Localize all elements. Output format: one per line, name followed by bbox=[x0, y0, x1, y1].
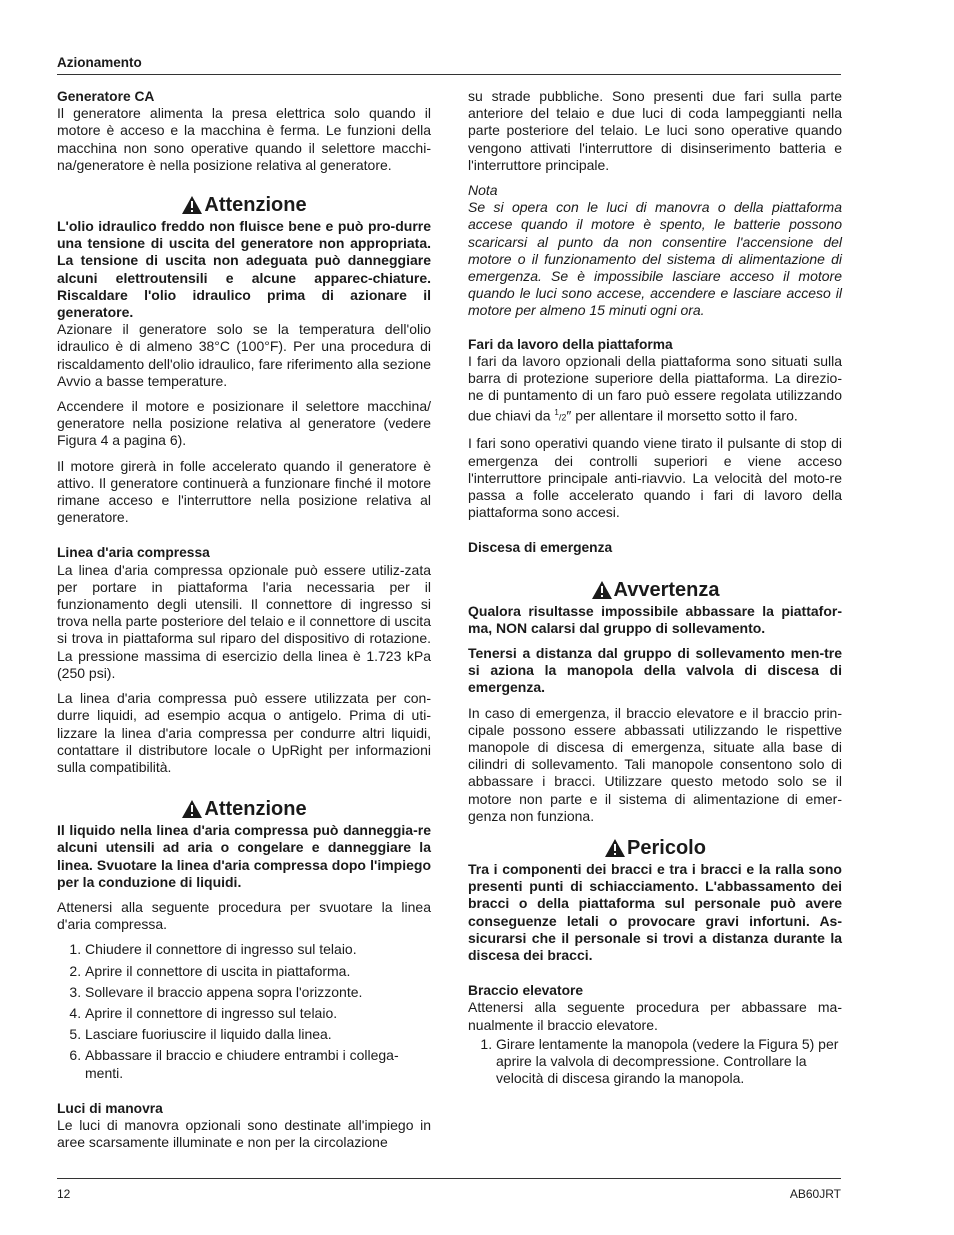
air-line-text-1: La linea d'aria compressa opzionale può essere utiliz-zata per portare in piattaforma l'aria necessaria per il funzionamento degli utensili. Il connettore di ingresso si trova nella parte posteriore del telaio e il connettore di uscita si trova in piattaforma sul riparo del dispositivo di rotazione. La pressione massima di esercizio della linea è 1.723 kPa (250 psi). bbox=[57, 561, 431, 681]
danger-text: Tra i componenti dei bracci e tra i bracci e la ralla sono presenti punti di schiacciamento. L'abbassamento dei bracci o della piattaforma sul personale può avere conseguenze letali o provocare gravi infortuni. As-sicurarsi che il personale si trovi a distanza durante la discesa dei bracci. bbox=[468, 860, 842, 963]
generator-idle-text: Il motore girerà in folle accelerato quando il generatore è attivo. Il generatore continuerà a funzionare finché il motore rimane acceso e l'interruttore nella posizione relativa al generatore. bbox=[57, 457, 431, 526]
emergency-text: In caso di emergenza, il braccio elevatore e il braccio prin-cipale possono essere abbassati utilizzando le rispettive manopole di discesa di emergenza, situate alla base di cilindri di sollevamento. Tali manopole consentono solo di abbassare i bracci. Utilizzare questo metodo solo se il motore non parte e il sistema di alimentazione di emer-genza non funziona. bbox=[468, 704, 842, 824]
section-header: Azionamento bbox=[57, 55, 142, 70]
warning-title-1: Attenzione bbox=[57, 194, 431, 216]
model-code: AB60JRT bbox=[789, 1187, 841, 1201]
warning-2-text: Il liquido nella linea d'aria compressa può danneggia-re alcuni utensili ad aria o congelare e danneggiare la linea. Svuotare la linea d'aria compressa dopo l'impiego per la conduzione di liquidi. bbox=[57, 822, 431, 890]
generator-temp-text: Azionare il generatore solo se la temperatura dell'olio idraulico è di almeno 38°C (100°F). Per una procedura di riscaldamento dell'olio idraulico, fare riferimento alla sezione Avvio a basse temperature. bbox=[57, 321, 431, 389]
warning-title-3: Avvertenza bbox=[468, 579, 842, 601]
air-line-heading: Linea d'aria compressa bbox=[57, 545, 210, 561]
generator-start-text: Accendere il motore e posizionare il selettore macchina/ generatore nella posizione relativa al generatore (vedere Figura 4 a pagina 6). bbox=[57, 398, 431, 449]
note-label: Nota bbox=[468, 182, 498, 199]
warning-3-text-1: Qualora risultasse impossibile abbassare la piattafor-ma, NON calarsi dal gruppo di sollevamento. bbox=[468, 602, 842, 636]
boom-heading: Braccio elevatore bbox=[468, 983, 584, 999]
list-item: 5. Lasciare fuoriuscire il liquido dalla linea. bbox=[85, 1026, 431, 1043]
lights-heading: Luci di manovra bbox=[57, 1100, 163, 1116]
list-item: 4. Aprire il connettore di ingresso sul telaio. bbox=[85, 1005, 431, 1022]
warning-3-text-2: Tenersi a distanza dal gruppo di sollevamento men-tre si aziona la manopola della valvola di discesa di emergenza. bbox=[468, 644, 842, 696]
page-number: 12 bbox=[57, 1187, 71, 1201]
footer-rule bbox=[57, 1178, 841, 1179]
work-lights-text-1: I fari da lavoro opzionali della piattaforma sono situati sulla barra di protezione superiore della piattaforma. La direzio-ne di puntamento di un faro può essere regolata utilizzando due chiavi da $^1$/2″ per allentare il morsetto sotto il faro. bbox=[468, 352, 842, 425]
warning-triangle-icon bbox=[604, 838, 626, 858]
warning-title-4: Pericolo bbox=[468, 837, 842, 859]
lights-text-continued: su strade pubbliche. Sono presenti due fari sulla parte anteriore del telaio e due luci di coda lampeggianti nella parte posteriore del telaio. Le luci sono operative quando vengono attivati l'interruttore di disinserimento batteria e l'interruttore principale. bbox=[468, 88, 842, 173]
emergency-heading: Discesa di emergenza bbox=[468, 540, 613, 556]
generator-heading: Generatore CA bbox=[57, 89, 155, 104]
air-drain-intro: Attenersi alla seguente procedura per svuotare la linea d'aria compressa. bbox=[57, 898, 431, 933]
right-column bbox=[468, 88, 842, 1101]
warning-triangle-icon bbox=[591, 580, 613, 600]
boom-intro: Attenersi alla seguente procedura per abbassare ma-nualmente il braccio elevatore. bbox=[468, 999, 842, 1033]
warning-1-text: L'olio idraulico freddo non fluisce bene e può pro-durre una tensione di uscita del generatore non appropriata. La tensione di uscita non adeguata può danneggiare alcuni elettroutensili e alcune apparec-chiature. Riscaldare l'olio idraulico prima di azionare il generatore. bbox=[57, 218, 431, 321]
note-text: Se si opera con le luci di manovra o della piattaforma accese quando il motore è spento, le batterie possono scaricarsi al punto da non consentire l'accensione del motore o il funzionamento del sistema di alimentazione di emergenza. Se è impossibile lasciare acceso il motore quando le luci sono accese, accendere e lasciare acceso il motore per almeno 15 minuti ogni ora. bbox=[468, 199, 842, 319]
generator-intro: Il generatore alimenta la presa elettrica solo quando il motore è acceso e la macchina è ferma. Le funzioni della macchina non sono operative quando il selettore macchi-na/generatore è nella posizione relativa al generatore. bbox=[57, 105, 431, 173]
list-item: 3. Sollevare il braccio appena sopra l'orizzonte. bbox=[85, 984, 431, 1001]
list-item: 1. Girare lentamente la manopola (vedere la Figura 5) per aprire la valvola di decompressione. Controllare la velocità di discesa girando la manopola. bbox=[496, 1036, 842, 1088]
air-line-text-2: La linea d'aria compressa può essere utilizzata per con-durre liquidi, ad esempio acqua o antigelo. Prima di uti-lizzare la linea d'aria compressa per condurre altri liquidi, contattare il distributore locale o UpRight per informazioni sulla compatibilità. bbox=[57, 690, 431, 775]
list-item: 2. Aprire il connettore di uscita in piattaforma. bbox=[85, 963, 431, 980]
left-column bbox=[57, 88, 431, 1159]
warning-triangle-icon bbox=[181, 195, 203, 215]
list-item: 6. Abbassare il braccio e chiudere entrambi i collega-menti. bbox=[85, 1047, 431, 1081]
list-item: 1. Chiudere il connettore di ingresso sul telaio. bbox=[85, 941, 431, 958]
lights-text: Le luci di manovra opzionali sono destinate all'impiego in aree scarsamente illuminate e non per la circolazione bbox=[57, 1116, 431, 1151]
air-drain-steps bbox=[57, 941, 431, 1081]
warning-title-2: Attenzione bbox=[57, 798, 431, 820]
work-lights-heading: Fari da lavoro della piattaforma bbox=[468, 336, 673, 352]
warning-triangle-icon bbox=[181, 799, 203, 819]
boom-steps bbox=[468, 1036, 842, 1088]
header-rule bbox=[57, 74, 841, 75]
work-lights-text-2: I fari sono operativi quando viene tirato il pulsante di stop di emergenza dei controlli superiori e viene acceso l'interruttore principale anti-riavvio. La velocità del moto-re passa a folle accelerato quando i fari di lavoro della piattaforma sono accesi. bbox=[468, 435, 842, 521]
